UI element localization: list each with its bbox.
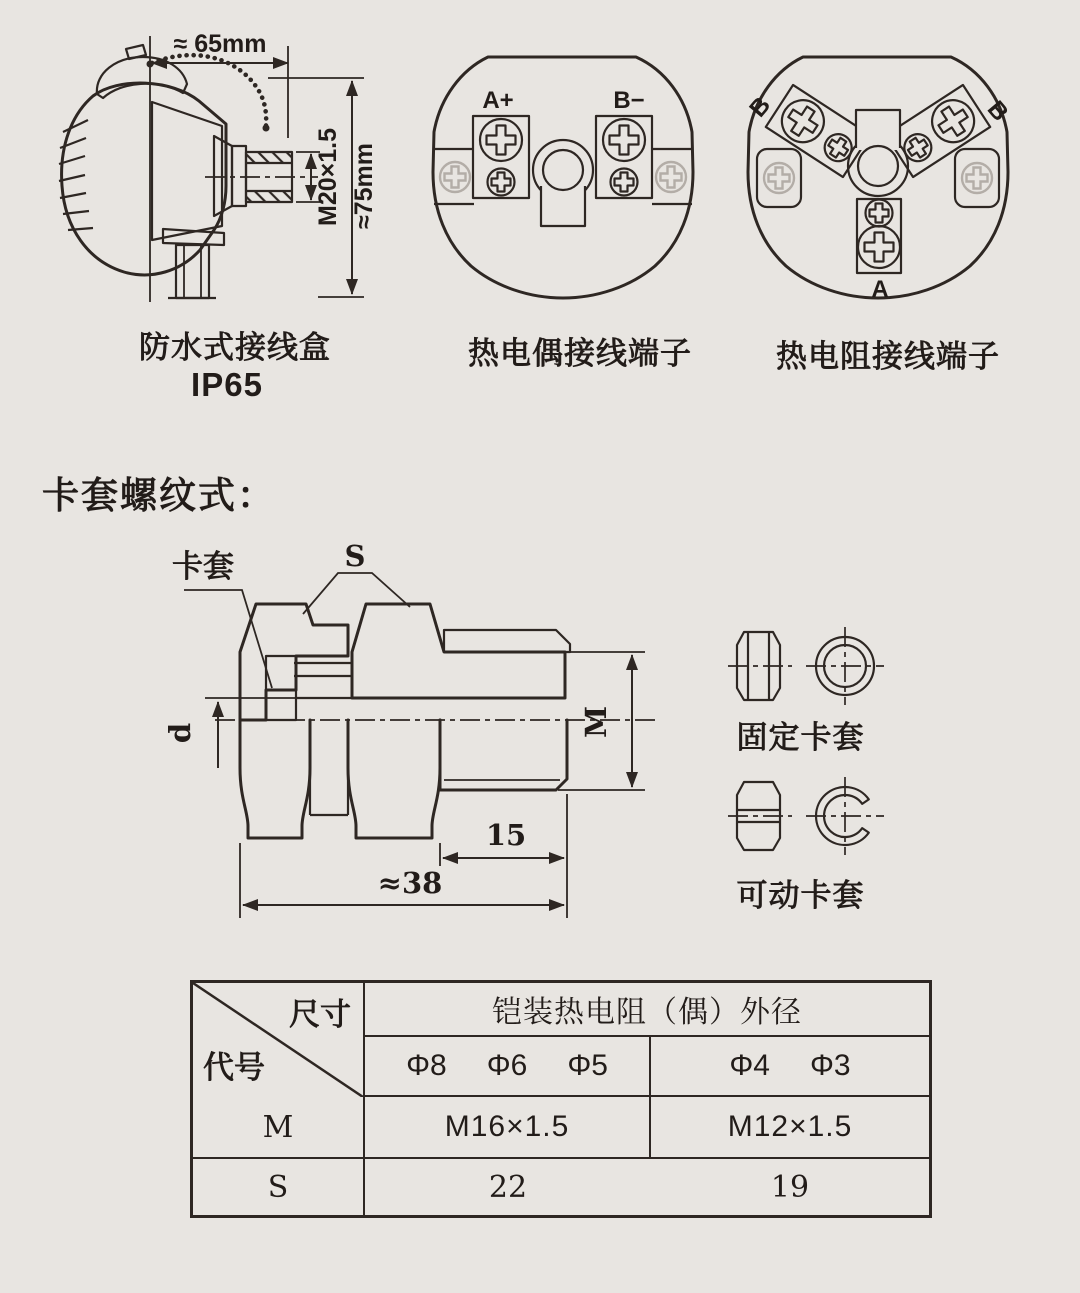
diameter-option: Φ6 bbox=[486, 1049, 528, 1082]
diameter-option: Φ3 bbox=[810, 1049, 851, 1082]
corner-label-dimension: 尺寸 bbox=[289, 997, 351, 1032]
movable-ferrule-label: 可动卡套 bbox=[736, 878, 865, 913]
terminal-screw-icon bbox=[611, 169, 638, 196]
terminal-screw-icon bbox=[866, 200, 893, 227]
fixed-ferrule-label: 固定卡套 bbox=[736, 720, 865, 755]
ferrule-callout-label: 卡套 bbox=[172, 549, 234, 584]
movable-ferrule-drawing bbox=[728, 777, 884, 855]
table-corner-cell bbox=[193, 983, 365, 1097]
rtd-head-caption: 热电阻接线端子 bbox=[776, 339, 1000, 374]
side-screw-icon bbox=[962, 163, 992, 193]
terminal-label-b-minus: B− bbox=[613, 87, 645, 114]
compression-fitting-drawing bbox=[163, 539, 655, 918]
junction-box-rating: IP65 bbox=[191, 366, 263, 403]
row-label-m: M bbox=[193, 1097, 365, 1159]
d-dim-label: d bbox=[163, 722, 197, 744]
overall-length-label: ≈38 bbox=[377, 866, 443, 900]
junction-box-caption: 防水式接线盒 bbox=[139, 330, 331, 365]
terminal-screw-icon bbox=[899, 129, 936, 166]
terminal-screw-icon bbox=[603, 119, 645, 161]
s-dim-label: S bbox=[344, 539, 366, 573]
diameter-option: Φ5 bbox=[567, 1049, 608, 1082]
table-group-header: 铠装热电阻（偶）外径 bbox=[365, 983, 929, 1037]
dim-height-label: ≈75mm bbox=[350, 143, 378, 229]
thermocouple-head-caption: 热电偶接线端子 bbox=[468, 336, 692, 371]
side-screw-icon bbox=[656, 162, 686, 192]
thread-length-label: 15 bbox=[485, 818, 527, 852]
terminal-screw-icon bbox=[488, 169, 515, 196]
diameter-option: Φ8 bbox=[406, 1049, 447, 1082]
junction-box-drawing bbox=[59, 30, 378, 302]
row-label-s: S bbox=[193, 1159, 365, 1215]
terminal-label-a-plus: A+ bbox=[482, 87, 514, 114]
terminal-label-b-right: B bbox=[981, 95, 1014, 127]
m-dim-label: M bbox=[579, 705, 613, 739]
terminal-screw-icon bbox=[819, 129, 856, 166]
fixed-ferrule-drawing bbox=[728, 627, 884, 705]
m-value-2: M12×1.5 bbox=[651, 1097, 929, 1159]
thermocouple-terminal-drawing bbox=[433, 57, 693, 298]
diameter-option: Φ4 bbox=[729, 1049, 770, 1082]
corner-label-code: 代号 bbox=[203, 1050, 265, 1085]
side-screw-icon bbox=[440, 162, 470, 192]
rtd-terminal-drawing bbox=[744, 57, 1013, 303]
cap-chain bbox=[152, 55, 266, 126]
s-value-1: 22 bbox=[488, 1169, 528, 1205]
terminal-label-a-bottom: A bbox=[871, 276, 889, 303]
terminal-label-b-left: B bbox=[744, 91, 777, 123]
s-value-2: 19 bbox=[770, 1169, 810, 1205]
table-subheader-1 bbox=[365, 1037, 651, 1097]
m-value-1: M16×1.5 bbox=[365, 1097, 651, 1159]
dim-thread-label: M20×1.5 bbox=[314, 128, 342, 226]
side-screw-icon bbox=[764, 163, 794, 193]
terminal-screw-icon bbox=[480, 119, 522, 161]
terminal-screw-icon bbox=[858, 226, 900, 268]
ferrule-section-heading: 卡套螺纹式： bbox=[42, 475, 276, 516]
dim-width-label: ≈ 65mm bbox=[173, 30, 267, 58]
table-subheader-2 bbox=[651, 1037, 929, 1097]
dimension-spec-table bbox=[190, 980, 932, 1218]
head-ribs bbox=[59, 120, 93, 230]
